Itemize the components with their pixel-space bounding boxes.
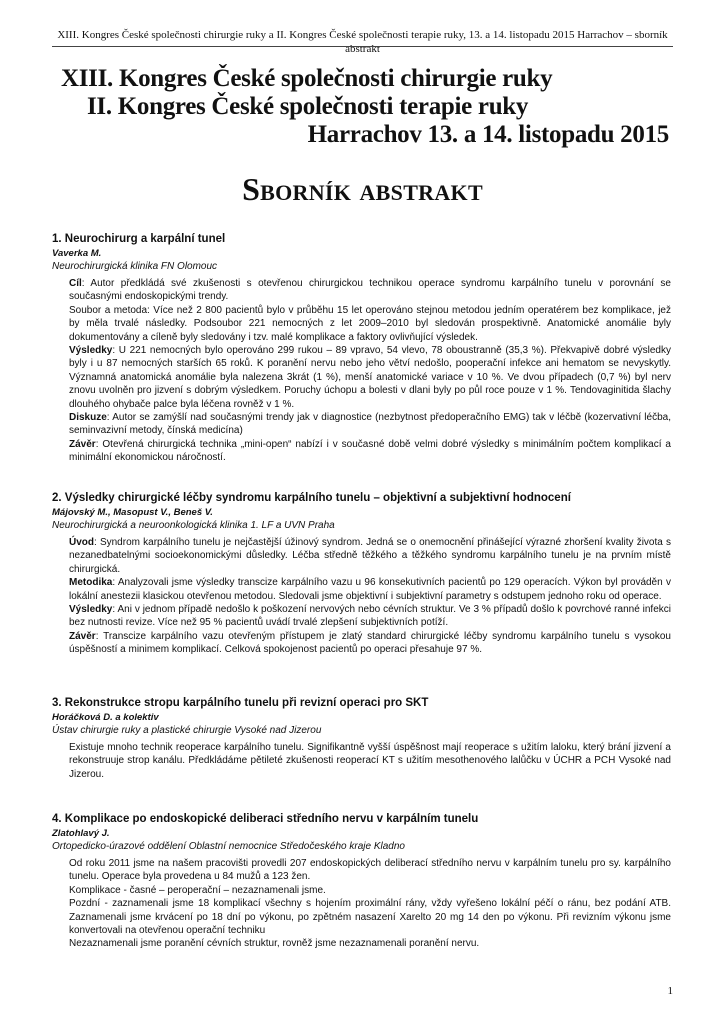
paragraph-text: Pozdní - zaznamenali jsme 18 komplikací všechny s hojením proximální rány, vždy vyřešeno lokální péčí o ránu, bez podání ATB. Zaznamenali jsme krvácení po 18 dní po výkonu, po zpětném nasazení Xarelto 20 mg 14 den po výkonu. Při revizním výkonu jsme konvertovali na otevřenou operační techniku [69, 898, 671, 937]
header-rule [52, 46, 673, 47]
paragraph [69, 304, 671, 344]
running-header: XIII. Kongres České společnosti chirurgie ruky a II. Kongres České společnosti terapie ruky, 13. a 14. listopadu 2015 Harrachov – sborník abstrakt [57, 29, 668, 55]
title-line-3: Harrachov 13. a 14. listopadu 2015 [307, 121, 669, 148]
title-line-2: II. Kongres České společnosti terapie ruky [87, 93, 529, 120]
paragraph [69, 438, 671, 465]
paragraph [69, 741, 671, 781]
paragraph [69, 897, 671, 937]
page-number: 1 [667, 985, 673, 997]
paragraph-text: : Syndrom karpálního tunelu je nejčastější úžinový syndrom. Jedná se o onemocnění přinášející výrazné zhoršení kvality života s nezanedbatelnými socioekonomickými důsledky. Léčba středně těžkého a těžkého syndromu karpálního tunelu je na prvním místě chirurgická. [69, 537, 671, 575]
article-authors: Horáčková D. a kolektiv [52, 712, 159, 723]
paragraph-label: Cíl [69, 278, 82, 289]
paragraph [69, 536, 671, 576]
article-authors: Zlatohlavý J. [52, 828, 110, 839]
paragraph-text: : Otevřená chirurgická technika „mini-open“ nabízí i v současné době velmi dobré výsledky s minimálním počtem komplikací a minimální ekonomickou náročností. [69, 438, 671, 464]
article-title: 3. Rekonstrukce stropu karpálního tunelu při revizní operaci pro SKT [52, 697, 429, 709]
paragraph-text: : Analyzovali jsme výsledky transcize karpálního vazu u 96 konsekutivních pacientů po 129 operacích. Výkon byl prováděn v lokální anestezii klasickou otevřenou metodou. Sledovali jsme objektivní i subjektivní parametry s odstupem jednoho roku od operace. [69, 577, 671, 602]
article-institution: Ortopedicko-úrazové oddělení Oblastní nemocnice Středočeského kraje Kladno [52, 841, 405, 852]
paragraph-label: Závěr [69, 630, 96, 642]
article-title: 4. Komplikace po endoskopické deliberaci středního nervu v karpálním tunelu [52, 813, 479, 825]
paragraph [69, 857, 671, 884]
paragraph [69, 344, 671, 411]
paragraph-label: Závěr [69, 438, 96, 450]
article-body [69, 277, 671, 465]
article-authors: Vaverka M. [52, 248, 102, 259]
article-institution: Neurochirurgická a neuroonkologická klinika 1. LF a UVN Praha [52, 520, 335, 531]
article-institution: Ústav chirurgie ruky a plastické chirurgie Vysoké nad Jizerou [52, 725, 322, 736]
article-title: 1. Neurochirurg a karpální tunel [52, 233, 226, 245]
paragraph-text: : Transcize karpálního vazu otevřeným přístupem je zlatý standard chirurgické léčby syndromu karpálního tunelu s vysokou úspěšností a minimem komplikací. Celková spokojenost pacientů po operaci přesahuje 97 %. [69, 630, 671, 656]
paragraph [69, 937, 671, 950]
paragraph-label: Úvod [69, 537, 94, 548]
paragraph-text: : U 221 nemocných bylo operováno 299 rukou – 89 vpravo, 54 vlevo, 78 oboustranně (35,3 %). Překvapivě dobré výsledky byly i u 87 nemocných starších 65 roků. K poranění nervu nebo jeho větví nedošlo, pooperační infekce ani hematom se nevyskytly. Významná anatomická anomálie byla nalezena 3krát (1 %), menší anatomické variace v 10 %. Ve dvou případech (0,7 %) byl nerv znovu uvolněn pro jizvení s dobrým výsledkem. Poruchy úchopu a bolesti v dlani byly po půl roce pouze v 1 %. Tendovaginitida šlachy dlouhého ohybače palce byla léčena rovněž v 1 %. [69, 345, 671, 410]
article-3 [52, 696, 671, 781]
paragraph-text: Komplikace - časné – peroperační – nezaznamenali jsme. [69, 884, 326, 896]
paragraph-text: : Autor se zamýšlí nad současnými trendy jak v diagnostice (nezbytnost předoperačního EMG) tak v léčbě (kozervativní léčba, seminvazivní metody, čínská medicína) [69, 412, 671, 437]
paragraph [69, 277, 671, 304]
paragraph [69, 630, 671, 657]
paragraph-label: Výsledky [69, 604, 113, 616]
paragraph-text: Existuje mnoho technik reoperace karpálního tunelu. Signifikantně vyšší úspěšnost mají reoperace s užitím laloku, který brání jizvení a rekonstruuje strop kanálu. Předkládáme pětileté zkušenosti reoperací KT s užitím mesothenového lalůčku v ÚCHR a PCH Vysoké nad Jizerou. [69, 742, 671, 780]
article-body [69, 741, 671, 781]
article-institution: Neurochirurgická klinika FN Olomouc [52, 261, 218, 272]
article-1 [52, 232, 671, 465]
paragraph-text: : Autor předkládá své zkušenosti s otevřenou chirurgickou technikou operace syndromu karpálního tunelu v porovnání se současnými endoskopickými trendy. [69, 278, 671, 303]
paragraph [69, 576, 671, 603]
paragraph-label: Metodika [69, 577, 113, 589]
article-4 [52, 812, 671, 951]
article-title: 2. Výsledky chirurgické léčby syndromu karpálního tunelu – objektivní a subjektivní hodnocení [52, 492, 571, 504]
paragraph-label: Výsledky [69, 345, 113, 357]
paragraph-text: Soubor a metoda: Více než 2 800 pacientů bylo v průběhu 15 let operováno stejnou metodou jedním operatérem bez komplikace, jež by měla trvalé následky. Podsoubor 221 nemocných z let 2009–2010 byl sledován prospektivně. Anatomické anomálie byly dokumentovány a cíleně byly sledovány i tzv. malé komplikace a faktory ovlivňující výsledek. [69, 304, 671, 343]
paragraph-text: Nezaznamenali jsme poranění cévních struktur, rovněž jsme nezaznamenali poranění nervu. [69, 938, 480, 950]
paragraph-text: : Ani v jednom případě nedošlo k poškození nervových nebo cévních struktur. Ve 3 % případů došlo k povrchové ranné infekci bez nutnosti revize. Více než 95 % pacientů uvádí trvalé zlepšení subjektivních potíží. [69, 604, 671, 629]
title-line-1: XIII. Kongres České společnosti chirurgie ruky [61, 65, 553, 92]
article-authors: Májovský M., Masopust V., Beneš V. [52, 507, 213, 518]
main-title: Sborník abstrakt [242, 171, 483, 207]
paragraph-text: Od roku 2011 jsme na našem pracovišti provedli 207 endoskopických deliberací středního nervu v karpálním tunelu pro sy. karpálního tunelu. Operace byla provedena u 84 mužů a 123 žen. [69, 858, 671, 883]
article-body [69, 857, 671, 951]
paragraph [69, 603, 671, 630]
paragraph-label: Diskuze [69, 412, 107, 424]
article-2 [52, 491, 671, 657]
paragraph [69, 884, 671, 897]
paragraph [69, 411, 671, 438]
article-body [69, 536, 671, 657]
